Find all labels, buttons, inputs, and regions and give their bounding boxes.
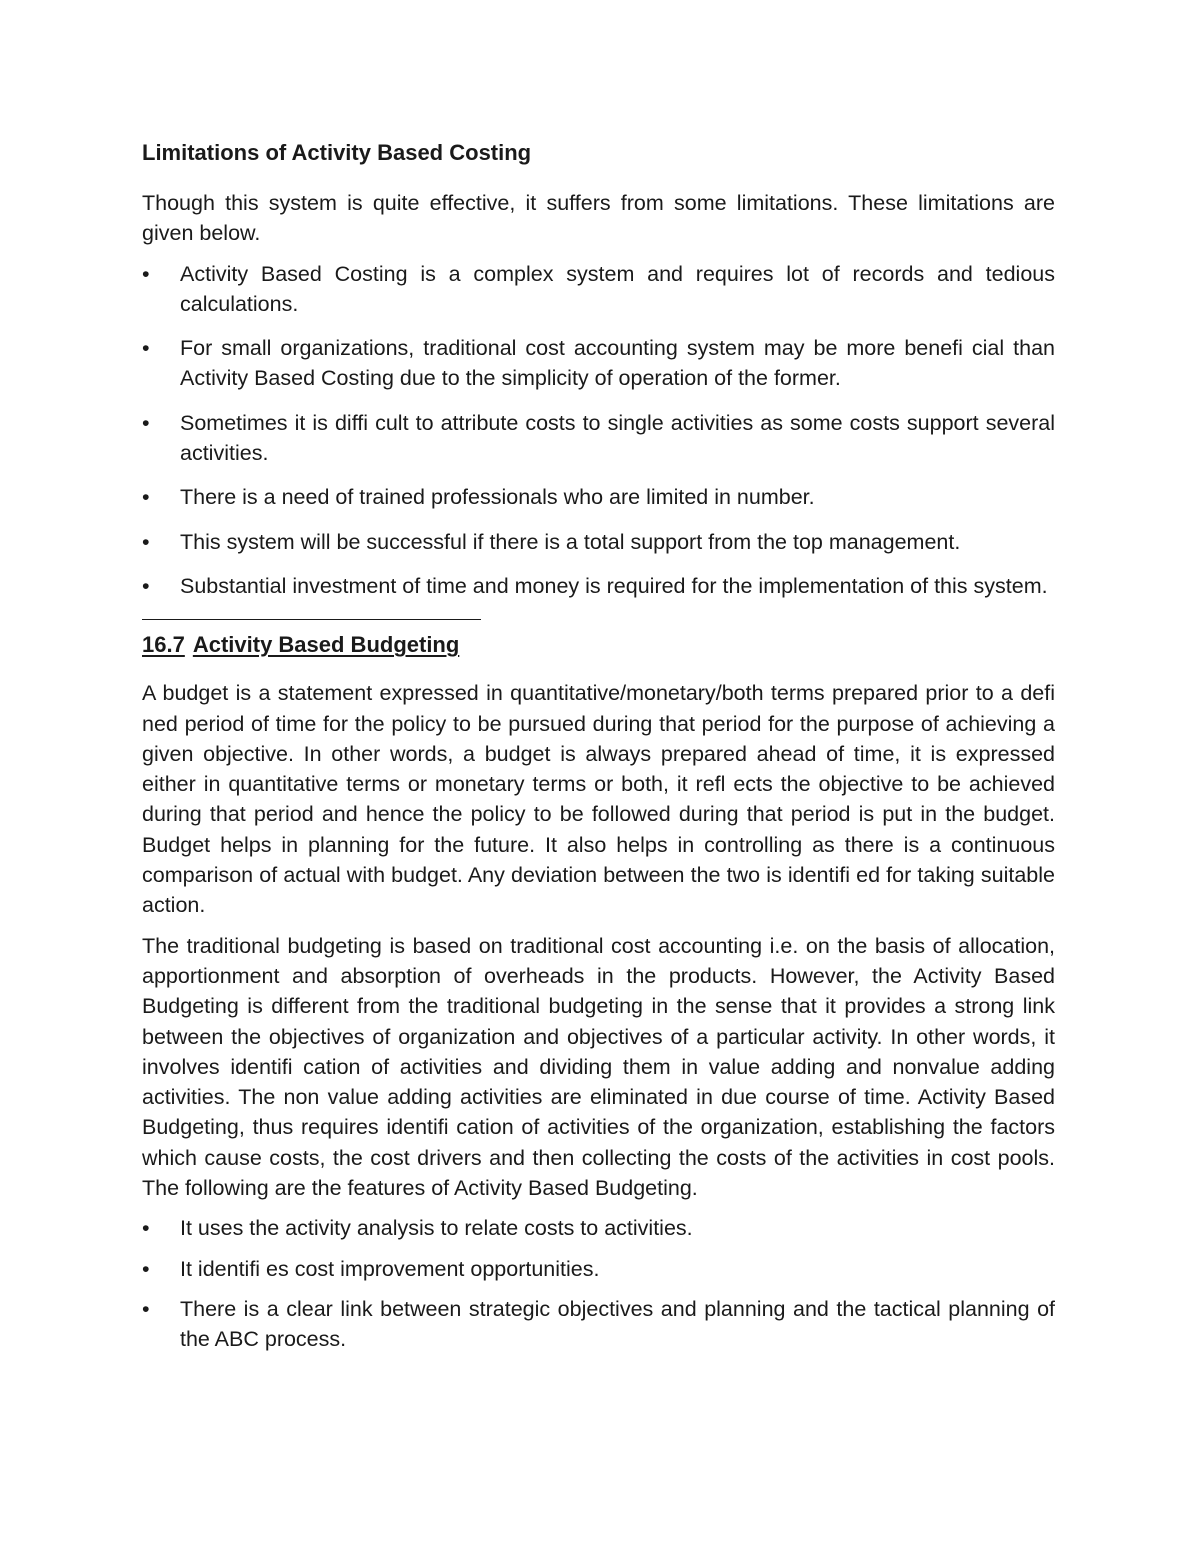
section-heading — [142, 630, 1055, 660]
list-item — [142, 571, 1055, 601]
list-item — [142, 527, 1055, 557]
list-item — [142, 408, 1055, 469]
list-item — [142, 1294, 1055, 1355]
list-item — [142, 259, 1055, 320]
bullet-icon: • — [142, 261, 150, 286]
document-page — [142, 138, 1055, 1369]
bullet-icon: • — [142, 1256, 150, 1281]
list-item-text: It uses the activity analysis to relate costs to activities. — [180, 1216, 693, 1241]
list-item — [142, 482, 1055, 512]
list-item-text: For small organizations, traditional cost accounting system may be more benefi cial than Activity Based Costing due to the simplicity of operation of the former. — [180, 336, 1055, 391]
bullet-icon: • — [142, 529, 150, 554]
list-item-text: This system will be successful if there is a total support from the top management. — [180, 529, 961, 554]
section-title: Activity Based Budgeting — [192, 632, 460, 658]
list-item-text: Sometimes it is diffi cult to attribute costs to single activities as some costs support several activities. — [180, 410, 1055, 466]
list-item-text: Activity Based Costing is a complex system and requires lot of records and tedious calculations. — [180, 261, 1055, 316]
bullet-icon: • — [142, 1216, 150, 1241]
limitations-intro: Though this system is quite effective, it suffers from some limitations. These limitations are given below. — [142, 191, 1055, 246]
section-divider — [142, 619, 481, 620]
budget-definition-paragraph: A budget is a statement expressed in quantitative/monetary/both terms prepared prior to a defi ned period of time for the policy to be pursued during that period for the purpose of achieving a given objective. In other words, a budget is always prepared ahead of time, it is expressed either in quantitative terms or monetary terms or both, it refl ects the objective to be achieved during that period and hence the policy to be followed during that period is put in the budget. Budget helps in planning for the future. It also helps in controlling as there is a continuous comparison of actual with budget. Any deviation between the two is identifi ed for taking suitable action. — [142, 681, 1055, 918]
bullet-icon: • — [142, 336, 150, 361]
list-item-text: There is a need of trained professionals who are limited in number. — [180, 485, 815, 510]
limitations-list — [142, 259, 1055, 602]
traditional-vs-abb-paragraph: The traditional budgeting is based on traditional cost accounting i.e. on the basis of allocation, apportionment and absorption of overheads in the products. However, the Activity Based Budgeting is different from the traditional budgeting in the sense that it provides a strong link between the objectives of organization and objectives of a particular activity. In other words, it involves identifi cation of activities and dividing them in value adding and nonvalue adding activities. The non value adding activities are eliminated in due course of time. Activity Based Budgeting, thus requires identifi cation of activities of the organization, establishing the factors which cause costs, the cost drivers and then collecting the costs of the activities in cost pools. The following are the features of Activity Based Budgeting. — [142, 933, 1055, 1201]
list-item-text: It identifi es cost improvement opportunities. — [180, 1256, 600, 1281]
bullet-icon: • — [142, 410, 150, 435]
bullet-icon: • — [142, 573, 150, 598]
features-list — [142, 1213, 1055, 1354]
list-item — [142, 333, 1055, 394]
list-item-text: Substantial investment of time and money is required for the implementation of this system. — [180, 573, 1048, 598]
list-item — [142, 1254, 1055, 1284]
list-item-text: There is a clear link between strategic objectives and planning and the tactical planning of the ABC process. — [180, 1296, 1055, 1352]
list-item — [142, 1213, 1055, 1243]
limitations-heading: Limitations of Activity Based Costing — [142, 140, 532, 165]
bullet-icon: • — [142, 485, 150, 510]
bullet-icon: • — [142, 1296, 150, 1321]
section-number: 16.7 — [142, 632, 185, 658]
